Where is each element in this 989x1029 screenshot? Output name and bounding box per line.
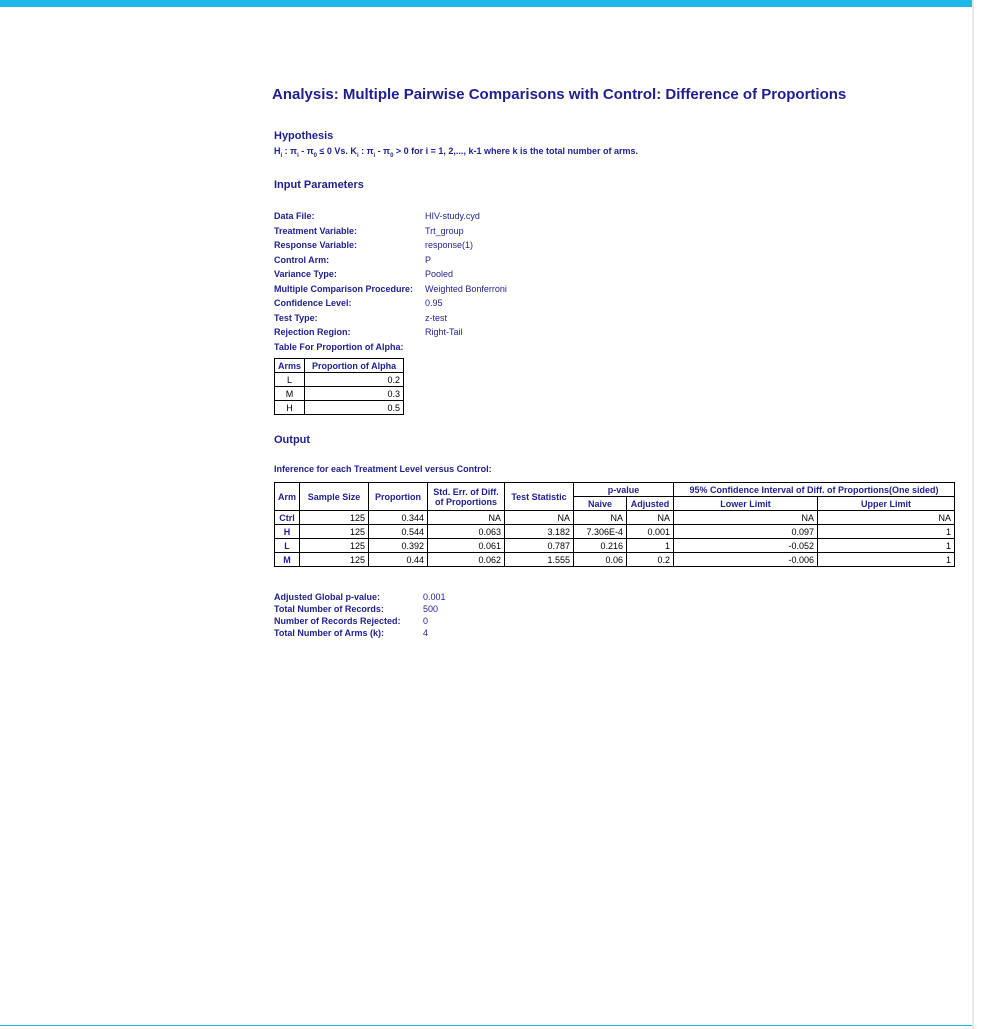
table-cell: 0.063: [428, 525, 505, 539]
table-cell: 0.344: [369, 511, 428, 525]
col-header-lower-limit: Lower Limit: [674, 497, 818, 511]
table-row: [275, 387, 404, 401]
table-cell: NA: [818, 511, 955, 525]
col-header-upper-limit: Upper Limit: [818, 497, 955, 511]
summary-row: Total Number of Arms (k): 4: [274, 628, 429, 638]
table-cell: 0.062: [428, 553, 505, 567]
summary-row: Total Number of Records: 500: [274, 604, 439, 614]
table-cell: 0.544: [369, 525, 428, 539]
input-parameters-heading: Input Parameters: [274, 179, 364, 191]
input-parameters-list: [274, 209, 507, 354]
output-heading: Output: [274, 434, 311, 446]
table-cell: 0.061: [428, 539, 505, 553]
table-cell: 125: [300, 511, 369, 525]
table-cell: 125: [300, 525, 369, 539]
table-cell: 125: [300, 539, 369, 553]
table-cell: M: [275, 387, 305, 401]
table-cell: 125: [300, 553, 369, 567]
summary-row: Adjusted Global p-value: 0.001: [274, 592, 446, 602]
col-header-std-err: Std. Err. of Diff. of Proportions: [428, 483, 505, 511]
table-cell: 7.306E-4: [574, 525, 627, 539]
param-row: Test Type: z-test: [274, 312, 448, 323]
param-row: Rejection Region: Right-Tail: [274, 327, 463, 337]
table-cell: 1: [818, 553, 955, 567]
col-header-proportion: Proportion: [369, 483, 428, 511]
table-cell: M: [275, 553, 300, 567]
table-cell: -0.052: [674, 539, 818, 553]
table-cell: 0.097: [674, 525, 818, 539]
table-cell: 0.392: [369, 539, 428, 553]
table-row: [275, 539, 955, 553]
table-header-row: [275, 359, 404, 373]
inference-table: [274, 482, 955, 567]
col-header-test-statistic: Test Statistic: [505, 483, 574, 511]
bottom-accent-line: [0, 1025, 972, 1026]
table-cell: 3.182: [505, 525, 574, 539]
param-row: Variance Type: Pooled: [274, 269, 454, 279]
summary-list: [274, 591, 446, 639]
table-cell: NA: [428, 511, 505, 525]
table-cell: H: [275, 525, 300, 539]
table-cell: H: [275, 401, 305, 415]
alpha-table-label: Table For Proportion of Alpha:: [274, 341, 404, 352]
col-header-arm: Arm: [275, 483, 300, 511]
param-row: Confidence Level: 0.95: [274, 298, 443, 308]
table-row: [275, 401, 404, 415]
table-header-row: [275, 483, 955, 497]
table-cell: NA: [505, 511, 574, 525]
right-scroll-edge: [972, 0, 974, 1029]
col-header-pvalue: p-value: [574, 483, 674, 497]
inference-label: Inference for each Treatment Level versus Control:: [274, 464, 492, 474]
table-cell: 1: [818, 525, 955, 539]
col-header-adjusted: Adjusted: [627, 497, 674, 511]
table-cell: L: [275, 373, 305, 387]
table-cell: 0.5: [305, 401, 404, 415]
param-row: Data File: HIV-study.cyd: [274, 211, 480, 221]
param-row: Multiple Comparison Procedure: Weighted Bonferroni: [274, 283, 507, 294]
col-header-naive: Naive: [574, 497, 627, 511]
table-row: [275, 511, 955, 525]
table-cell: NA: [674, 511, 818, 525]
table-cell: 0.44: [369, 553, 428, 567]
table-cell: 0.216: [574, 539, 627, 553]
hypothesis-heading: Hypothesis: [274, 130, 334, 142]
table-cell: 0.001: [627, 525, 674, 539]
table-row: [275, 553, 955, 567]
table-cell: 0.2: [305, 373, 404, 387]
table-cell: -0.006: [674, 553, 818, 567]
table-cell: NA: [574, 511, 627, 525]
report-title: Analysis: Multiple Pairwise Comparisons with Control: Difference of Proportions: [272, 86, 847, 103]
table-row: [275, 373, 404, 387]
table-cell: Ctrl: [275, 511, 300, 525]
table-cell: 0.2: [627, 553, 674, 567]
summary-row: Number of Records Rejected: 0: [274, 616, 429, 626]
hypothesis-text: $H_i$ : $\pi_i - \pi_0 \le 0$ Vs. $K_i$ : $\pi_i - \pi_0 > 0$ for i = 1, 2,..., k-1 where k is the total number of arms.: [274, 146, 638, 159]
col-header-ci: 95% Confidence Interval of Diff. of Proportions(One sided): [674, 483, 955, 497]
table-cell: 1: [818, 539, 955, 553]
table-cell: NA: [627, 511, 674, 525]
table-row: [275, 525, 955, 539]
table-cell: 0.3: [305, 387, 404, 401]
col-header: Proportion of Alpha: [305, 359, 404, 373]
top-accent-bar: [0, 0, 972, 7]
table-cell: 1: [627, 539, 674, 553]
col-header-sample-size: Sample Size: [300, 483, 369, 511]
table-cell: 0.787: [505, 539, 574, 553]
col-header: Arms: [275, 359, 305, 373]
table-cell: 0.06: [574, 553, 627, 567]
param-row: Response Variable: response(1): [274, 240, 474, 250]
table-cell: 1.555: [505, 553, 574, 567]
alpha-table: [274, 358, 404, 415]
param-row: Control Arm: P: [274, 254, 432, 265]
table-cell: L: [275, 539, 300, 553]
param-row: Treatment Variable: Trt_group: [274, 225, 464, 236]
